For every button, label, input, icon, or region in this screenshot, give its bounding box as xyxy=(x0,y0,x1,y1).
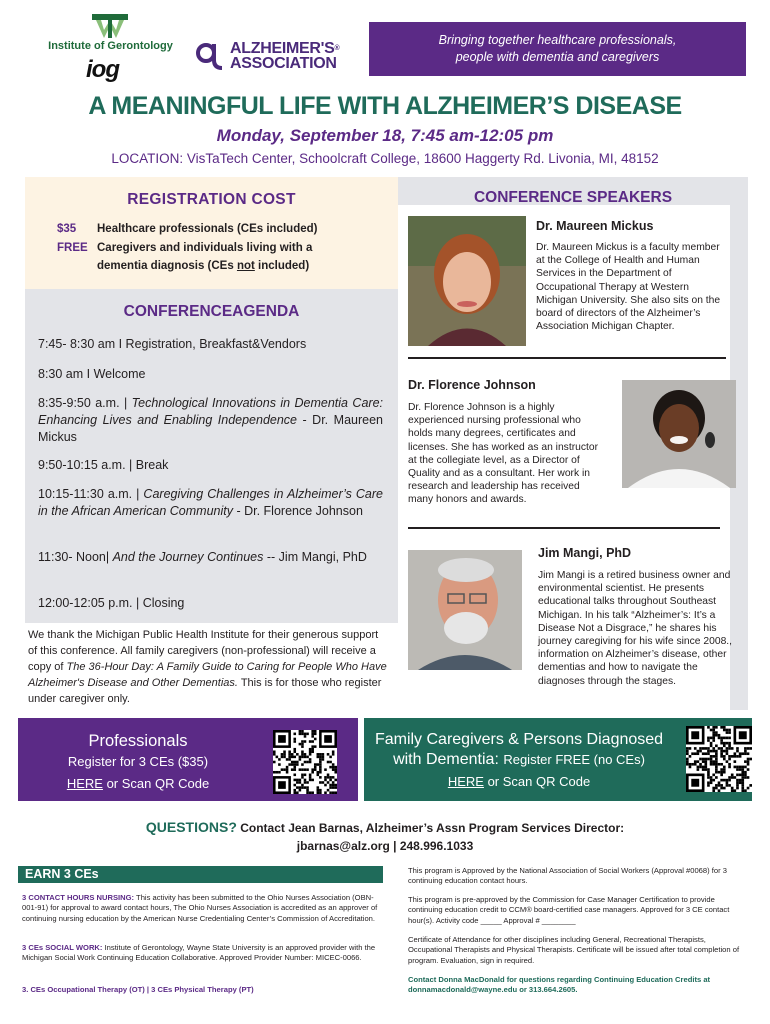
event-location: LOCATION: VisTaTech Center, Schoolcraft College, 18600 Haggerty Rd. Livonia, MI, 48152 xyxy=(111,151,659,166)
professionals-register-link[interactable]: HERE or Scan QR Code xyxy=(66,776,210,791)
ce-ot-pt: 3. CEs Occupational Therapy (OT) | 3 CEs Physical Therapy (PT) xyxy=(22,985,254,994)
ce-social-work: 3 CEs SOCIAL WORK: Institute of Gerontology, Wayne State University is an approved provider with the Michigan Social Work Continuing Education Collaborative. Approved Provider Number: MICEC-0066. xyxy=(22,943,376,963)
event-date: Monday, September 18, 7:45 am-12:05 pm xyxy=(216,126,554,145)
iog-wordmark: iog xyxy=(86,56,119,83)
ce-nasw: This program is Approved by the National Association of Social Workers (Approval #0068) for 3 continuing education contact hours. xyxy=(408,866,727,886)
tagline-line-2: people with dementia and caregivers xyxy=(455,50,660,64)
ce-contact: Contact Donna MacDonald for questions regarding Continuing Education Credits at donnamacdonald@wayne.edu or 313.664.2605. xyxy=(408,975,711,995)
agenda-heading: CONFERENCEAGENDA xyxy=(123,303,300,320)
price-description: Healthcare professionals (CEs included) xyxy=(97,223,318,235)
questions-line-2: jbarnas@alz.org | 248.996.1033 xyxy=(296,839,474,853)
tagline-line-1: Bringing together healthcare professionals, xyxy=(438,33,677,47)
questions-line-1: Contact Jean Barnas, Alzheimer’s Assn Program Services Director: xyxy=(236,821,625,835)
agenda-item: 11:30- Noon| And the Journey Continues -- Jim Mangi, PhD xyxy=(38,550,367,564)
price-label: $35 xyxy=(57,223,77,235)
earn-ce-bar: EARN 3 CEs xyxy=(18,866,383,883)
agenda-item: 7:45- 8:30 am I Registration, Breakfast&Vendors xyxy=(38,337,307,351)
agenda-item: 12:00-12:05 p.m. | Closing xyxy=(38,596,185,610)
agenda-item: 10:15-11:30 a.m. | Caregiving Challenges in Alzheimer’s Care in the African American Community - Dr. Florence Johnson xyxy=(38,487,383,518)
speaker-divider xyxy=(408,357,726,359)
speaker-name: Dr. Florence Johnson xyxy=(408,378,536,392)
alz-line-2: ASSOCIATION xyxy=(230,55,337,72)
speaker-name: Dr. Maureen Mickus xyxy=(536,219,654,233)
thanks-note: We thank the Michigan Public Health Institute for their generous support of this conference. All family caregivers (non-professional) will receive a copy of The 36-Hour Day: A Family Guide to Caring for People Who Have Alzheimer's Disease and Other Dementias. This is for those who register under caregiver only. xyxy=(28,629,387,705)
professionals-registration-panel xyxy=(18,718,358,801)
iog-emblem-icon xyxy=(90,12,130,40)
alz-line-1: ALZHEIMER'S xyxy=(230,40,335,57)
speaker-bio: Dr. Maureen Mickus is a faculty member at the College of Health and Human Services in the Department of Occupational Therapy at Western Michigan University. She also sits on the board of directors of the Alzheimer’s Association Michigan Chapter. xyxy=(536,242,721,333)
family-register-link[interactable]: HERE or Scan QR Code xyxy=(447,774,591,789)
speaker-divider xyxy=(408,527,720,529)
speaker-bio: Jim Mangi is a retired business owner and environmental scientist. He presents educational talks throughout Southeast Michigan. In his talk “Alzheimer’s: It’s a Disease Not a Disgrace,” he shares his journey caregiving for his wife since 2008., information on Alzheimer’s disease, other dementias and how to navigate the diagnoses through the stages. xyxy=(538,570,733,687)
agenda-item: 8:30 am I Welcome xyxy=(38,367,146,381)
speaker-photo-johnson xyxy=(622,380,736,488)
institute-of-gerontology-logo xyxy=(48,10,173,85)
speakers-heading: CONFERENCE SPEAKERS xyxy=(473,189,673,206)
page-title: A MEANINGFUL LIFE WITH ALZHEIMER’S DISEASE xyxy=(88,92,682,120)
speaker-bio: Dr. Florence Johnson is a highly experienced nursing professional who holds many degrees, certificates and licenses. She has worked as an instructor at the collegiate level, as a Director of Quality and as a consultant. Her work in research and leadership has received many honors and awards. xyxy=(408,402,599,506)
professionals-qr-code[interactable] xyxy=(273,730,337,794)
registration-heading: REGISTRATION COST xyxy=(127,191,296,208)
registration-cost-panel xyxy=(25,177,398,289)
registration-row xyxy=(57,239,313,272)
price-label: FREE xyxy=(57,242,88,254)
professionals-subtitle: Register for 3 CEs ($35) xyxy=(67,754,209,769)
agenda-item: 9:50-10:15 a.m. | Break xyxy=(38,458,169,472)
questions-contact xyxy=(0,818,770,855)
speaker-photo-mangi xyxy=(408,550,522,670)
alz-reg-mark: ® xyxy=(334,45,340,52)
family-qr-code[interactable] xyxy=(686,726,752,792)
questions-label: QUESTIONS? xyxy=(145,819,237,835)
professionals-title: Professionals xyxy=(88,732,188,750)
speaker-photo-mickus xyxy=(408,216,526,346)
alzheimers-association-logo xyxy=(194,40,354,74)
ce-attendance: Certificate of Attendance for other disciplines including General, Recreational Therapists, Occupational Therapists and Physical Therapists. Certificate will be issued after total completion of program. Evaluation, sign in required. xyxy=(408,935,740,965)
alz-symbol-icon xyxy=(194,40,230,72)
ce-nursing: 3 CONTACT HOURS NURSING: This activity has been submitted to the Ohio Nurses Association (OBN-001-91) for approval to award contact hours, The Ohio Nurses Association is accredited as an approver of continuing nursing education by the American Nurse Credentialing Center’s Commission of Accreditation. xyxy=(22,893,378,923)
conference-agenda-panel xyxy=(25,289,398,623)
registration-row xyxy=(57,220,318,238)
speaker-name: Jim Mangi, PhD xyxy=(538,546,632,560)
iog-name: Institute of Gerontology xyxy=(48,40,173,52)
family-registration-panel xyxy=(364,718,752,801)
ce-ccmc: This program is pre-approved by the Commission for Case Manager Certification to provide continuing education credit to CCM® board-certified case managers. Approved for 3 CE contact hour(s). Activity code _____ Approval # ________ xyxy=(408,895,730,925)
tagline-banner xyxy=(369,22,746,76)
price-description: Caregivers and individuals living with a dementia diagnosis (CEs not included) xyxy=(97,242,313,272)
agenda-item: 8:35-9:50 a.m. | Technological Innovations in Dementia Care: Enhancing Lives and Enabling Independence - Dr. Maureen Mickus xyxy=(38,396,383,444)
family-title: Family Caregivers & Persons Diagnosed with Dementia: Register FREE (no CEs) xyxy=(374,731,664,768)
